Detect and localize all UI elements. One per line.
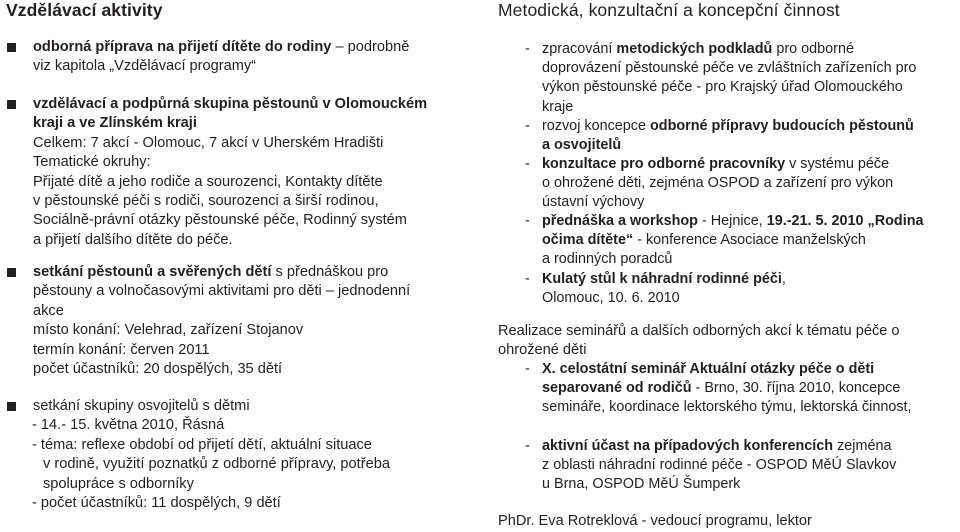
bullet-icon — [7, 402, 16, 411]
emphasis-text: 19.-21. 5. 2010 „Rodina — [766, 213, 924, 229]
dash: - — [525, 271, 530, 287]
emphasis-text: očima dítěte“ — [542, 232, 634, 249]
text-line: z oblasti náhradní rodinné péče - OSPOD MěÚ Slavkov — [542, 457, 897, 474]
text-line: Realizace seminářů a dalších odborných akcí k tématu péče o — [498, 323, 900, 339]
text-line: Olomouc, 10. 6. 2010 — [542, 290, 680, 307]
emphasis-text: Kulatý stůl k náhradní rodinné péči — [542, 271, 782, 287]
list-item — [525, 270, 786, 308]
section-heading: vzdělávací a podpůrná skupina pěstounů v Olomouckém — [33, 96, 428, 112]
emphasis-text: X. celostátní seminář Aktuální otázky péče o děti — [542, 361, 875, 377]
right-column — [498, 0, 960, 529]
dash: - — [525, 118, 530, 134]
bullet-icon — [7, 268, 16, 277]
text-line: spolupráce s odborníky — [43, 475, 194, 492]
bullet-icon — [7, 43, 16, 52]
text-line: rozvoj koncepce — [542, 118, 650, 134]
section-odborna-priprava — [6, 38, 476, 77]
paragraph-realizace — [498, 322, 900, 361]
emphasis-text: a osvojitelů — [542, 137, 622, 154]
text-line: , — [781, 271, 786, 287]
text-line: o ohrožené děti, zejména OSPOD a zařízení pro výkon — [542, 175, 894, 192]
emphasis-text: konzultace pro odborné pracovníky — [542, 156, 786, 172]
text-line: doprovázení pěstounské péče ve zvláštních zařízeních pro — [542, 60, 917, 77]
text-line: zpracování — [542, 41, 617, 57]
text-line: Přijaté dítě a jeho rodiče a sourozenci, Kontakty dítěte — [33, 173, 383, 190]
text-line: zejména — [833, 438, 892, 454]
left-column — [6, 0, 476, 512]
right-column-title: Metodická, konzultační a koncepční činnost — [498, 0, 840, 20]
text-line: Tematické okruhy: — [33, 154, 151, 171]
text-line: a rodinných poradců — [542, 251, 673, 268]
text-line: pěstouny a volnočasovými aktivitami pro děti – jednodenní — [33, 283, 411, 300]
text-line: ohrožené děti — [498, 342, 587, 359]
section-setkani-pestounu — [6, 263, 476, 379]
section-setkani-osvojitelu — [6, 397, 476, 513]
text-line: viz kapitola „Vzdělávací programy“ — [33, 58, 257, 75]
dash: - — [525, 361, 530, 377]
text-line: a přijetí dalšího dítěte do péče. — [33, 231, 233, 248]
section-heading: setkání pěstounů a svěřených dětí — [33, 264, 272, 280]
list-item — [525, 117, 914, 155]
text-line: v rodině, využití poznatků z odborné přípravy, potřeba — [43, 456, 390, 473]
text-line: - téma: reflexe období od přijetí dětí, aktuální situace — [32, 436, 372, 453]
text-line: Celkem: 7 akcí - Olomouc, 7 akcí v Uherském Hradišti — [33, 134, 384, 151]
bullet-icon — [7, 100, 16, 109]
text-line: akce — [33, 302, 64, 319]
list-item — [525, 40, 916, 117]
signature: PhDr. Eva Rotreklová - vedoucí programu, lektor — [498, 513, 812, 529]
text-line: v systému péče — [785, 156, 890, 172]
text-line: - 14.- 15. května 2010, Řásná — [32, 417, 225, 434]
text-line: - konference Asociace manželských — [633, 232, 866, 249]
dash: - — [525, 438, 530, 454]
dash: - — [525, 156, 530, 172]
text-line: - Brno, 30. října 2010, koncepce — [691, 380, 901, 397]
text-line: kraje — [542, 98, 574, 115]
text-line: ústavní výchovy — [542, 194, 645, 211]
list-item — [525, 360, 912, 418]
text-line: termín konání: červen 2011 — [33, 341, 210, 358]
list-item — [525, 212, 924, 270]
emphasis-text: metodických podkladů — [616, 41, 773, 57]
section-heading: kraji a ve Zlínském kraji — [33, 115, 197, 132]
dash: - — [525, 41, 530, 57]
list-item — [525, 437, 896, 495]
dash: - — [525, 213, 530, 229]
text-line: - Hejnice, — [697, 213, 767, 229]
text-line: - počet účastníků: 11 dospělých, 9 dětí — [32, 495, 281, 512]
text-line: místo konání: Velehrad, zařízení Stojanov — [33, 322, 304, 339]
text-line: – podrobně — [331, 39, 410, 55]
emphasis-text: přednáška a workshop — [542, 213, 698, 229]
left-column-title: Vzdělávací aktivity — [6, 0, 163, 20]
text-line: semináře, koordinace lektorského týmu, lektorská činnost, — [542, 399, 912, 416]
text-line: výkon pěstounské péče - pro Krajský úřad Olomouckého — [542, 79, 903, 96]
text-line: počet účastníků: 20 dospělých, 35 dětí — [33, 361, 283, 378]
text-line: Sociálně-právní otázky pěstounské péče, Rodinný systém — [33, 212, 407, 229]
emphasis-text: odborné přípravy budoucích pěstounů — [650, 118, 914, 134]
emphasis-text: separované od rodičů — [542, 380, 692, 397]
text-line: pro odborné — [772, 41, 854, 57]
text-line: u Brna, OSPOD MěÚ Šumperk — [542, 476, 741, 493]
text-line: setkání skupiny osvojitelů s dětmi — [33, 398, 250, 414]
text-line: v pěstounské péči s rodiči, sourozenci a širší rodinou, — [33, 193, 379, 210]
section-heading: odborná příprava na přijetí dítěte do rodiny — [33, 39, 332, 55]
emphasis-text: aktivní účast na případových konferencích — [542, 438, 834, 454]
list-item — [525, 155, 893, 213]
section-vzdelavaci-skupina — [6, 95, 476, 250]
text-line: s přednáškou pro — [271, 264, 389, 280]
